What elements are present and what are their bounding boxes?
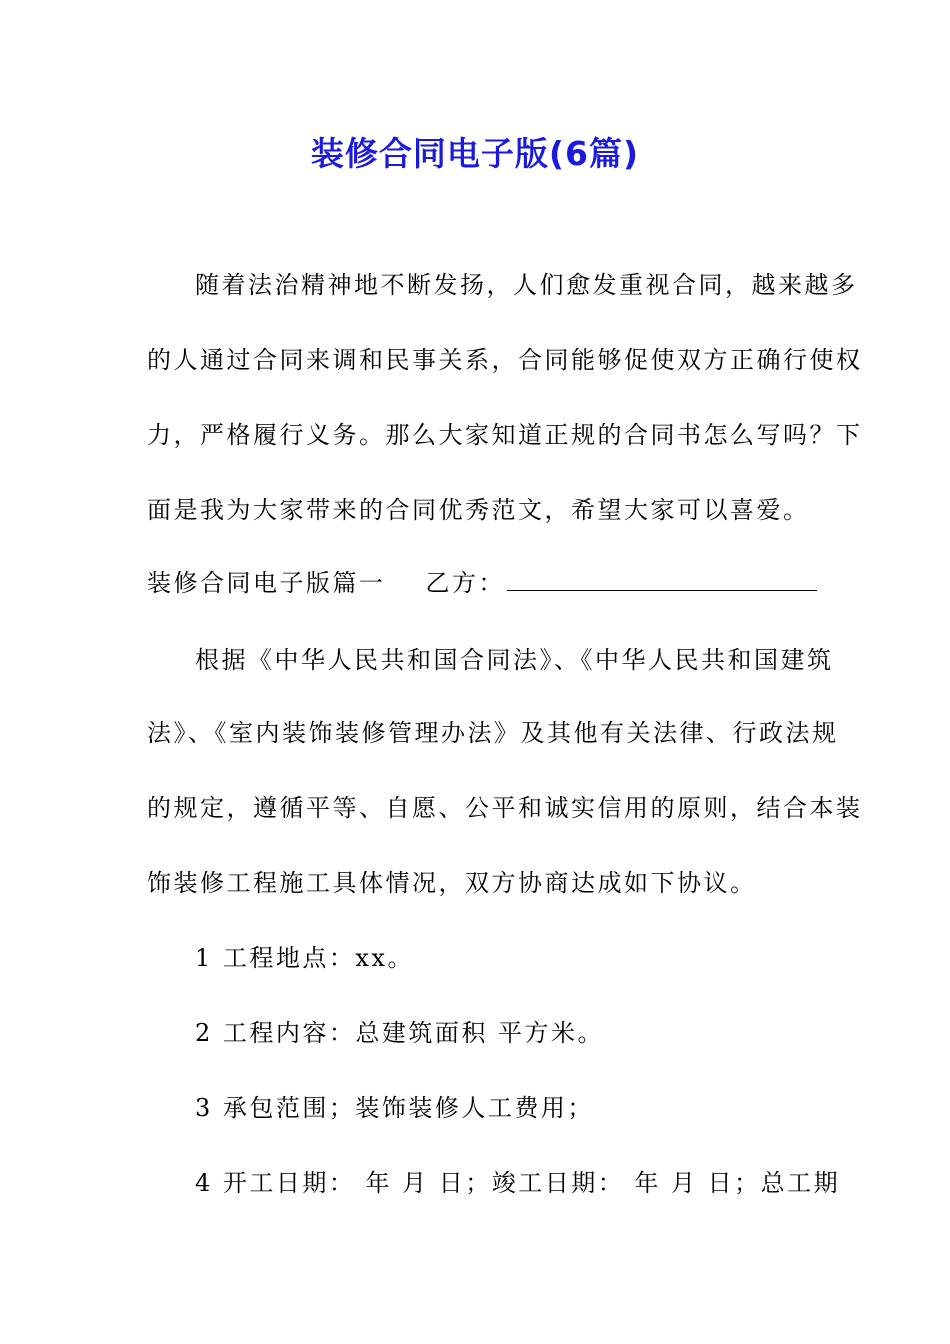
party-b-label: 乙方： (425, 569, 505, 597)
intro-line-1: 随着法治精神地不断发扬，人们愈发重视合同，越来越多 (195, 271, 858, 299)
item-2: 2 工程内容：总建筑面积 平方米。 (195, 1019, 605, 1047)
intro-line-3: 力，严格履行义务。那么大家知道正规的合同书怎么写吗？下 (147, 421, 863, 449)
basis-line-2: 法》、《室内装饰装修管理办法》及其他有关法律、行政法规 (147, 719, 839, 747)
item-3: 3 承包范围；装饰装修人工费用； (195, 1094, 594, 1122)
document-title: 装修合同电子版(6篇) (310, 134, 640, 173)
intro-line-4: 面是我为大家带来的合同优秀范文，希望大家可以喜爱。 (147, 496, 810, 524)
basis-line-1: 根据《中华人民共和国合同法》、《中华人民共和国建筑 (195, 646, 834, 674)
basis-line-4: 饰装修工程施工具体情况，双方协商达成如下协议。 (147, 869, 757, 897)
section-heading-row (147, 568, 807, 598)
item-1: 1 工程地点：xx。 (195, 944, 414, 972)
intro-line-2: 的人通过合同来调和民事关系，合同能够促使双方正确行使权 (147, 346, 863, 374)
item-4: 4 开工日期： 年 月 日；竣工日期： 年 月 日；总工期 (195, 1169, 841, 1197)
basis-line-3: 的规定，遵循平等、自愿、公平和诚实信用的原则，结合本装 (147, 794, 863, 822)
party-b-blank (507, 568, 817, 591)
section-heading: 装修合同电子版篇一 (147, 569, 386, 597)
